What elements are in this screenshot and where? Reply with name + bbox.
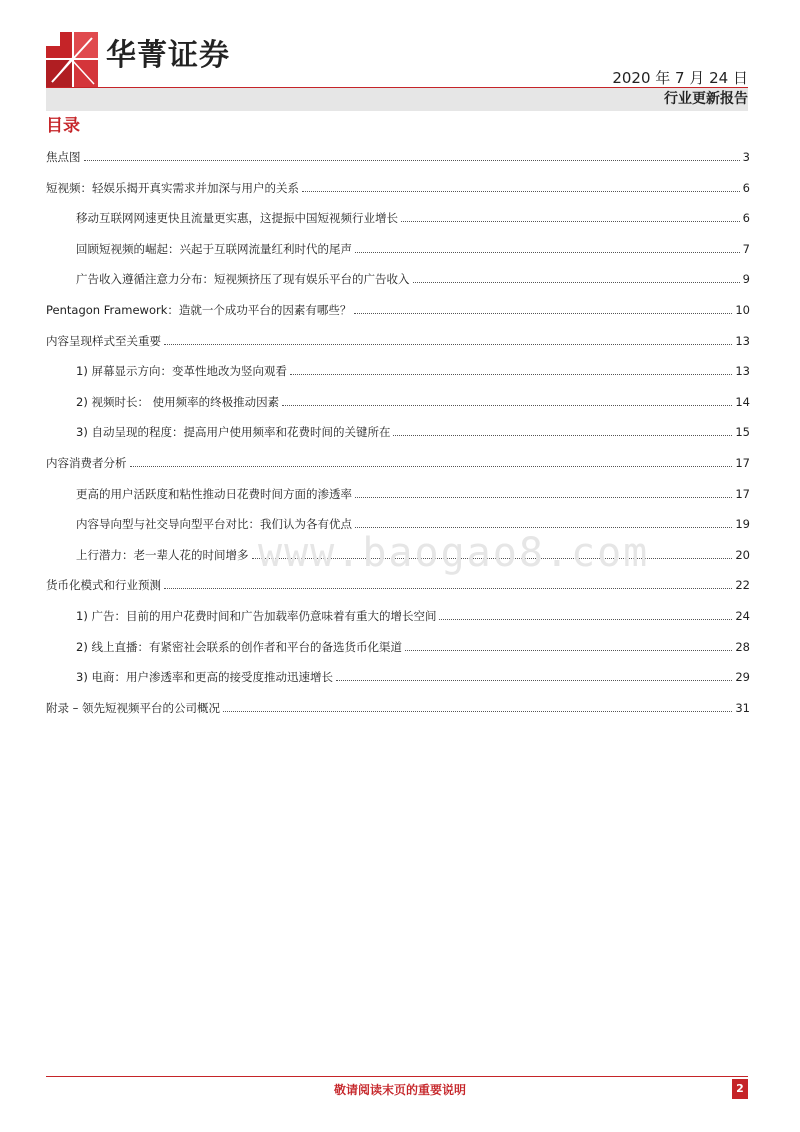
toc-entry-page: 28	[735, 639, 750, 654]
toc-entry[interactable]	[46, 176, 750, 196]
toc-entry-label: 2) 视频时长： 使用频率的终极推动因素	[76, 394, 280, 409]
toc-leader-dots	[439, 619, 732, 620]
brand-logo-icon	[46, 32, 98, 88]
toc-entry-page: 14	[735, 394, 750, 409]
toc-entry[interactable]	[76, 237, 750, 257]
toc-entry-page: 31	[735, 700, 750, 715]
toc-leader-dots	[355, 527, 732, 528]
toc-entry-page: 3	[742, 150, 750, 164]
toc-entry[interactable]	[76, 390, 750, 410]
toc-leader-dots	[336, 680, 732, 681]
toc-entry[interactable]	[76, 420, 750, 440]
toc-entry-page: 7	[742, 241, 750, 256]
brand-name: 华菁证券	[106, 38, 230, 73]
toc-leader-dots	[405, 650, 732, 651]
toc-entry-label: 内容导向型与社交导向型平台对比：我们认为各有优点	[76, 517, 352, 532]
toc-entry-label: 短视频：轻娱乐揭开真实需求并加深与用户的关系	[46, 180, 299, 195]
toc-entry-page: 24	[735, 609, 750, 623]
toc-entry-label: 2) 线上直播：有紧密社会联系的创作者和平台的备选货币化渠道	[76, 639, 402, 654]
toc-entry-label: 1) 屏幕显示方向：变革性地改为竖向观看	[76, 364, 287, 379]
toc-entry[interactable]	[46, 329, 750, 349]
toc-entry[interactable]	[46, 145, 750, 165]
toc-entry[interactable]	[76, 359, 750, 379]
toc-entry[interactable]	[46, 298, 750, 318]
toc-entry-label: 更高的用户活跃度和粘性推动日花费时间方面的渗透率	[76, 486, 352, 501]
toc-entry[interactable]	[76, 604, 750, 624]
toc-entry-label: 附录 – 领先短视频平台的公司概况	[46, 700, 221, 715]
toc-entry[interactable]	[76, 267, 750, 287]
toc-entry[interactable]	[46, 696, 750, 716]
toc-entry-page: 29	[735, 670, 750, 685]
toc-entry-label: 1) 广告：目前的用户花费时间和广告加载率仍意味着有重大的增长空间	[76, 609, 437, 623]
toc-entry-page: 6	[742, 180, 750, 195]
toc-leader-dots	[130, 466, 733, 467]
page-number: 2	[732, 1079, 748, 1099]
toc-entry-page: 17	[735, 486, 750, 501]
toc-leader-dots	[355, 252, 740, 253]
toc-entry[interactable]	[76, 206, 750, 226]
toc-title: 目录	[46, 116, 80, 136]
toc-leader-dots	[84, 160, 740, 161]
report-date: 2020 年 7 月 24 日	[612, 69, 748, 87]
toc-leader-dots	[302, 191, 740, 192]
toc-entry-page: 13	[735, 333, 750, 348]
watermark: www.baogao8.com	[258, 530, 650, 576]
toc-leader-dots	[290, 374, 732, 375]
toc-leader-dots	[223, 711, 732, 712]
toc-leader-dots	[164, 588, 732, 589]
header-band	[46, 87, 748, 111]
footer-notice: 敬请阅读末页的重要说明	[333, 1083, 466, 1097]
toc-entry-label: 移动互联网网速更快且流量更实惠，这提振中国短视频行业增长	[76, 211, 398, 226]
toc-entry-label: 3) 电商：用户渗透率和更高的接受度推动迅速增长	[76, 670, 333, 685]
toc-entry-label: 上行潜力：老一辈人花的时间增多	[76, 547, 249, 562]
toc-entry-page: 19	[735, 517, 750, 532]
toc-entry-label: 内容呈现样式至关重要	[46, 333, 161, 348]
toc-entry-label: 3) 自动呈现的程度：提高用户使用频率和花费时间的关键所在	[76, 425, 391, 440]
toc-leader-dots	[164, 344, 732, 345]
toc-entry-page: 22	[735, 578, 750, 593]
toc-entry-label: Pentagon Framework：造就一个成功平台的因素有哪些？	[46, 303, 352, 317]
toc-entry-page: 15	[735, 425, 750, 440]
toc-leader-dots	[413, 282, 740, 283]
toc-entry-label: 焦点图	[46, 150, 81, 164]
toc-entry-page: 17	[735, 456, 750, 470]
toc-entry-page: 13	[735, 364, 750, 379]
toc-entry-page: 6	[742, 211, 750, 226]
toc-entry-label: 内容消费者分析	[46, 456, 127, 470]
toc-entry[interactable]	[76, 635, 750, 655]
toc-entry-label: 广告收入遵循注意力分布：短视频挤压了现有娱乐平台的广告收入	[76, 272, 410, 287]
toc-entry-label: 回顾短视频的崛起：兴起于互联网流量红利时代的尾声	[76, 241, 352, 256]
footer-divider	[46, 1076, 748, 1077]
toc-leader-dots	[401, 221, 740, 222]
toc-entry[interactable]	[46, 573, 750, 593]
toc-entry[interactable]	[46, 451, 750, 471]
toc-leader-dots	[354, 313, 732, 314]
toc-entry-label: 货币化模式和行业预测	[46, 578, 161, 593]
toc-entry[interactable]	[76, 482, 750, 502]
report-type: 行业更新报告	[664, 91, 748, 107]
toc-leader-dots	[282, 405, 732, 406]
toc-entry-page: 20	[735, 547, 750, 562]
toc-leader-dots	[355, 497, 732, 498]
toc-leader-dots	[393, 435, 732, 436]
toc-entry[interactable]	[76, 665, 750, 685]
toc-entry-page: 10	[735, 303, 750, 317]
toc-entry-page: 9	[742, 272, 750, 287]
